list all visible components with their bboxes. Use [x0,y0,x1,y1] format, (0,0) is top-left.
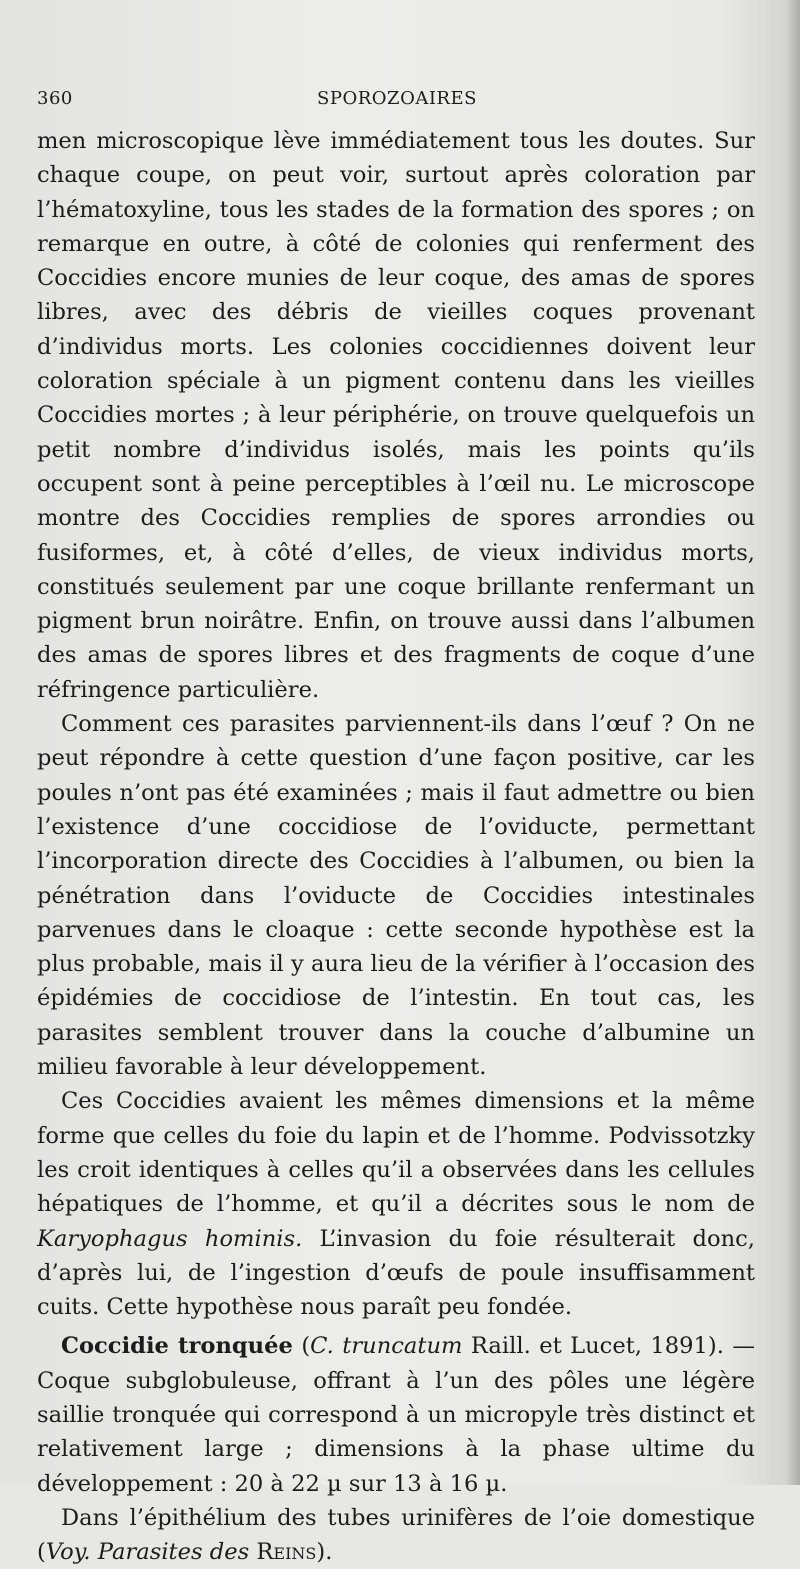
paragraph-4 [37,1329,755,1500]
paragraph-4-text: — Coque subglobuleuse, offrant à l’un des pôles une légère saillie tronquée qui correspond à un micropyle très distinct et relativement large ; dimensions à la phase ultime du développement : 20 à 22 µ sur 13 à 16 µ. [37,1333,755,1497]
genus-name: C. truncatum [310,1333,463,1360]
page-number: 360 [37,88,73,109]
section-heading: Coccidie tronquée [61,1333,293,1360]
paragraph-2: Comment ces parasites parviennent-ils dans l’œuf ? On ne peut répondre à cette question d’une façon positive, car les poules n’ont pas été examinées ; mais il faut admettre ou bien l’existence d’une coccidiose de l’oviducte, permettant l’incorporation directe des Coccidies à l’albumen, ou bien la pénétration dans l’oviducte de Coccidies intestinales parvenues dans le cloaque : cette seconde hypothèse est la plus probable, mais il y aura lieu de la vérifier à l’occasion des épidémies de coccidiose de l’intestin. En tout cas, les parasites semblent trouver dans la couche d’albumine un milieu favorable à leur développement. [37,711,755,1081]
paragraph-3-text: Ces Coccidies avaient les mêmes dimensions et la même forme que celles du foie du lapin et de l’homme. Podvissotzky les croit identiques à celles qu’il a observées dans les cellules hépatiques de l’homme, et qu’il a décrites sous le nom de [37,1088,755,1218]
paragraph-1: men microscopique lève immédiatement tous les doutes. Sur chaque coupe, on peut voir, surtout après coloration par l’hématoxyline, tous les stades de la formation des spores ; on remarque en outre, à côté de colonies qui renferment des Coccidies encore munies de leur coque, des amas de spores libres, avec des débris de vieilles coques provenant d’individus morts. Les colonies coccidiennes doivent leur coloration spéciale à un pigment contenu dans les vieilles Coccidies mortes ; à leur périphérie, on trouve quelquefois un petit nombre d’individus isolés, mais les points qu’ils occupent sont à peine perceptibles à l’œil nu. Le microscope montre des Coccidies remplies de spores arrondies ou fusiformes, et, à côté d’elles, de vieux individus morts, constitués seulement par une coque brillante renfermant un pigment brun noirâtre. Enfin, on trouve aussi dans l’albumen des amas de spores libres et des fragments de coque d’une réfringence particulière. [37,128,755,703]
cross-reference-section: Reins [249,1539,317,1566]
page-body [37,124,755,1569]
binding-shadow [786,0,800,1485]
species-name: Karyophagus hominis. [37,1225,303,1252]
running-title: SPOROZOAIRES [317,88,477,109]
cross-reference: Voy. Parasites des [45,1539,250,1566]
paragraph-3 [37,1084,755,1324]
paragraph-5-text: Dans l’épithélium des tubes urinifères de l’oie domestique ( [37,1504,755,1566]
paragraph-5-end: ). [316,1539,333,1566]
authors: Raill. et Lucet, 1891). [462,1333,724,1360]
paragraph-3-text-end: L’invasion du foie résulterait donc, d’après lui, de l’ingestion d’œufs de poule insuffisamment cuits. Cette hypothèse nous paraît peu fondée. [37,1225,755,1321]
paragraph-5 [37,1501,755,1569]
running-header [37,88,757,116]
paren-open: ( [292,1333,311,1360]
